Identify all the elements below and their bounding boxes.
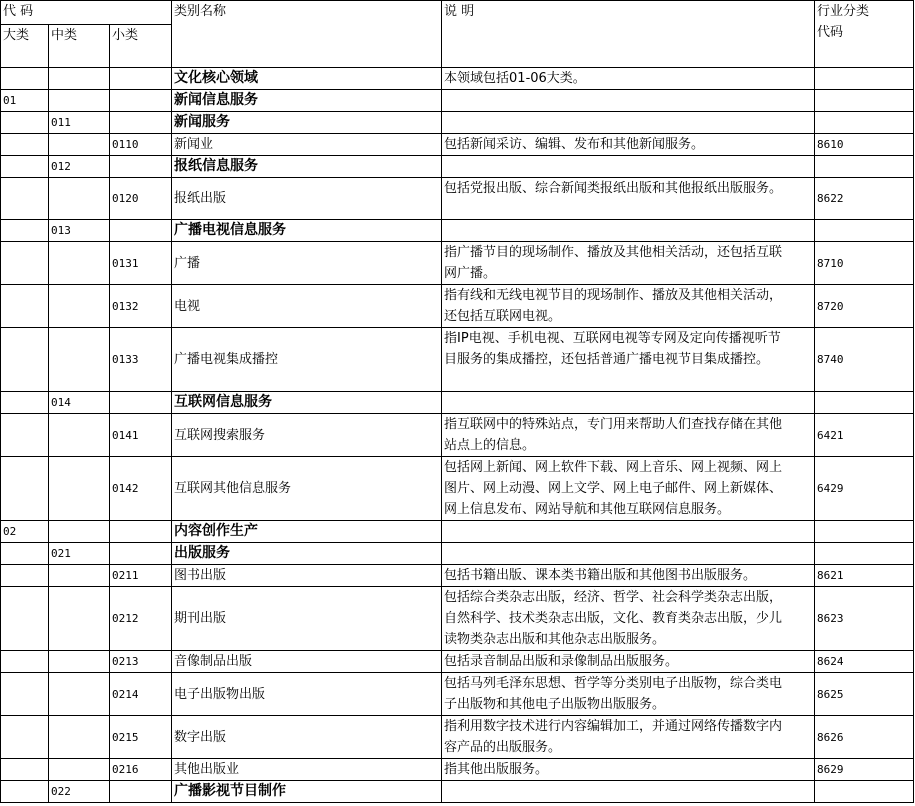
table-row [1, 543, 914, 565]
table-row [1, 673, 914, 716]
cell-industry-code: 8720 [815, 285, 914, 328]
table-row [1, 112, 914, 134]
cell-category-name: 内容创作生产 [172, 521, 442, 543]
description-line: 还包括互联网电视。 [444, 309, 562, 324]
cell-description [442, 521, 815, 543]
cell-industry-code [815, 156, 914, 178]
cell-major-code [1, 414, 49, 457]
description-line: 指IP电视、手机电视、互联网电视等专网及定向传播视听节 [444, 331, 781, 346]
cell-description [442, 90, 815, 112]
table-row [1, 134, 914, 156]
cell-major-code [1, 328, 49, 392]
cell-middle-code [49, 587, 110, 651]
description-line: 容产品的出版服务。 [444, 740, 562, 755]
cell-industry-code [815, 90, 914, 112]
cell-major-code [1, 220, 49, 242]
cell-industry-code: 8623 [815, 587, 914, 651]
description-line: 包括书籍出版、课本类书籍出版和其他图书出版服务。 [444, 568, 757, 583]
header-major: 大类 [1, 25, 49, 68]
table-row [1, 565, 914, 587]
cell-minor-code [110, 392, 172, 414]
cell-middle-code [49, 457, 110, 521]
cell-category-name: 电子出版物出版 [172, 673, 442, 716]
cell-industry-code: 8626 [815, 716, 914, 759]
cell-minor-code: 0213 [110, 651, 172, 673]
cell-middle-code: 014 [49, 392, 110, 414]
cell-description [442, 328, 815, 392]
cell-description [442, 285, 815, 328]
cell-industry-code [815, 521, 914, 543]
cell-minor-code [110, 543, 172, 565]
cell-industry-code: 8621 [815, 565, 914, 587]
cell-middle-code [49, 651, 110, 673]
cell-major-code: 02 [1, 521, 49, 543]
cell-description [442, 242, 815, 285]
cell-major-code [1, 673, 49, 716]
cell-description [442, 565, 815, 587]
cell-category-name: 互联网搜索服务 [172, 414, 442, 457]
cell-minor-code [110, 220, 172, 242]
cell-minor-code: 0120 [110, 178, 172, 220]
description-line: 包括网上新闻、网上软件下载、网上音乐、网上视频、网上 [444, 460, 783, 475]
description-line: 指利用数字技术进行内容编辑加工，并通过网络传播数字内 [444, 719, 783, 734]
cell-middle-code [49, 178, 110, 220]
cell-major-code [1, 651, 49, 673]
cell-minor-code: 0142 [110, 457, 172, 521]
cell-middle-code [49, 68, 110, 90]
cell-description [442, 759, 815, 781]
header-industry-code-line1: 行业分类 [817, 4, 870, 19]
description-line: 目服务的集成播控，还包括普通广播电视节目集成播控。 [444, 352, 770, 367]
cell-minor-code [110, 521, 172, 543]
cell-industry-code [815, 220, 914, 242]
cell-description [442, 781, 815, 803]
cell-category-name: 数字出版 [172, 716, 442, 759]
table-row [1, 328, 914, 392]
header-industry-code-line2: 代码 [817, 25, 844, 40]
description-line: 站点上的信息。 [444, 438, 536, 453]
cell-industry-code [815, 392, 914, 414]
cell-category-name: 报纸信息服务 [172, 156, 442, 178]
cell-description [442, 543, 815, 565]
description-line: 指有线和无线电视节目的现场制作、播放及其他相关活动， [444, 288, 783, 303]
cell-middle-code [49, 673, 110, 716]
table-row [1, 781, 914, 803]
cell-major-code [1, 112, 49, 134]
cell-minor-code: 0211 [110, 565, 172, 587]
cell-major-code [1, 178, 49, 220]
cell-minor-code [110, 156, 172, 178]
table-row [1, 68, 914, 90]
cell-category-name: 图书出版 [172, 565, 442, 587]
cell-minor-code [110, 90, 172, 112]
cell-middle-code: 013 [49, 220, 110, 242]
cell-industry-code [815, 781, 914, 803]
cell-minor-code: 0131 [110, 242, 172, 285]
description-line: 指互联网中的特殊站点，专门用来帮助人们查找存储在其他 [444, 417, 783, 432]
cell-description [442, 392, 815, 414]
cell-minor-code: 0133 [110, 328, 172, 392]
header-category-name: 类别名称 [172, 1, 442, 68]
cell-category-name: 报纸出版 [172, 178, 442, 220]
cell-major-code [1, 543, 49, 565]
cell-major-code [1, 134, 49, 156]
description-line: 网广播。 [444, 266, 497, 281]
cell-category-name: 电视 [172, 285, 442, 328]
cell-description [442, 178, 815, 220]
cell-minor-code: 0212 [110, 587, 172, 651]
cell-minor-code: 0110 [110, 134, 172, 156]
cell-industry-code: 6429 [815, 457, 914, 521]
cell-major-code [1, 587, 49, 651]
cell-major-code [1, 392, 49, 414]
cell-minor-code [110, 781, 172, 803]
cell-industry-code: 8622 [815, 178, 914, 220]
description-line: 子出版物和其他电子出版物出版服务。 [444, 697, 666, 712]
cell-description [442, 673, 815, 716]
cell-minor-code: 0216 [110, 759, 172, 781]
cell-major-code [1, 285, 49, 328]
description-line: 包括新闻采访、编辑、发布和其他新闻服务。 [444, 137, 705, 152]
cell-middle-code [49, 565, 110, 587]
table-row [1, 716, 914, 759]
cell-major-code [1, 68, 49, 90]
cell-category-name: 互联网其他信息服务 [172, 457, 442, 521]
cell-major-code [1, 156, 49, 178]
cell-middle-code: 011 [49, 112, 110, 134]
description-line: 网上信息发布、网站导航和其他互联网信息服务。 [444, 502, 731, 517]
cell-middle-code [49, 521, 110, 543]
description-line: 指广播节目的现场制作、播放及其他相关活动，还包括互联 [444, 245, 783, 260]
header-industry-code [815, 1, 914, 68]
cell-major-code [1, 781, 49, 803]
cell-description [442, 414, 815, 457]
header-description: 说 明 [442, 1, 815, 68]
cell-category-name: 音像制品出版 [172, 651, 442, 673]
cell-category-name: 出版服务 [172, 543, 442, 565]
cell-industry-code [815, 112, 914, 134]
cell-major-code [1, 242, 49, 285]
cell-middle-code [49, 328, 110, 392]
cell-industry-code: 8629 [815, 759, 914, 781]
cell-industry-code [815, 543, 914, 565]
table-row [1, 220, 914, 242]
cell-middle-code [49, 716, 110, 759]
cell-category-name: 新闻信息服务 [172, 90, 442, 112]
cell-category-name: 其他出版业 [172, 759, 442, 781]
cell-major-code [1, 759, 49, 781]
description-line: 图片、网上动漫、网上文学、网上电子邮件、网上新媒体、 [444, 481, 783, 496]
cell-category-name: 广播 [172, 242, 442, 285]
cell-description [442, 156, 815, 178]
cell-minor-code: 0214 [110, 673, 172, 716]
cell-industry-code [815, 68, 914, 90]
cell-major-code: 01 [1, 90, 49, 112]
cell-description [442, 587, 815, 651]
table-row [1, 90, 914, 112]
description-line: 本领域包括01-06大类。 [444, 71, 586, 86]
cell-category-name: 新闻服务 [172, 112, 442, 134]
cell-major-code [1, 565, 49, 587]
cell-minor-code: 0141 [110, 414, 172, 457]
table-row [1, 156, 914, 178]
cell-description [442, 68, 815, 90]
cell-description [442, 716, 815, 759]
table-row [1, 285, 914, 328]
cell-industry-code: 8740 [815, 328, 914, 392]
cell-description [442, 457, 815, 521]
cell-middle-code [49, 759, 110, 781]
table-row [1, 457, 914, 521]
cell-category-name: 新闻业 [172, 134, 442, 156]
cell-category-name: 期刊出版 [172, 587, 442, 651]
description-line: 包括党报出版、综合新闻类报纸出版和其他报纸出版服务。 [444, 181, 783, 196]
table-row [1, 587, 914, 651]
cell-description [442, 112, 815, 134]
cell-industry-code: 8710 [815, 242, 914, 285]
table-row [1, 178, 914, 220]
table-row [1, 392, 914, 414]
cell-category-name: 广播电视集成播控 [172, 328, 442, 392]
cell-description [442, 134, 815, 156]
cell-industry-code: 8625 [815, 673, 914, 716]
table-row [1, 651, 914, 673]
cell-category-name: 广播电视信息服务 [172, 220, 442, 242]
cell-middle-code [49, 134, 110, 156]
description-line: 包括录音制品出版和录像制品出版服务。 [444, 654, 679, 669]
cell-minor-code: 0215 [110, 716, 172, 759]
cell-major-code [1, 457, 49, 521]
cell-description [442, 220, 815, 242]
cell-major-code [1, 716, 49, 759]
description-line: 包括综合类杂志出版，经济、哲学、社会科学类杂志出版， [444, 590, 783, 605]
cell-minor-code [110, 112, 172, 134]
cell-middle-code: 022 [49, 781, 110, 803]
cell-category-name: 广播影视节目制作 [172, 781, 442, 803]
header-minor: 小类 [110, 25, 172, 68]
cell-middle-code [49, 285, 110, 328]
table-row [1, 759, 914, 781]
cell-category-name: 互联网信息服务 [172, 392, 442, 414]
header-code-group: 代 码 [1, 1, 172, 25]
cell-middle-code: 021 [49, 543, 110, 565]
cell-industry-code: 8624 [815, 651, 914, 673]
cell-minor-code: 0132 [110, 285, 172, 328]
cell-industry-code: 6421 [815, 414, 914, 457]
cell-minor-code [110, 68, 172, 90]
table-row [1, 521, 914, 543]
cell-middle-code [49, 414, 110, 457]
table-row [1, 242, 914, 285]
description-line: 指其他出版服务。 [444, 762, 549, 777]
description-line: 自然科学、技术类杂志出版，文化、教育类杂志出版，少儿 [444, 611, 783, 626]
table-body [1, 68, 914, 803]
table-row [1, 414, 914, 457]
cell-description [442, 651, 815, 673]
cell-category-name: 文化核心领域 [172, 68, 442, 90]
header-middle: 中类 [49, 25, 110, 68]
cell-industry-code: 8610 [815, 134, 914, 156]
cell-middle-code [49, 242, 110, 285]
cell-middle-code: 012 [49, 156, 110, 178]
cell-middle-code [49, 90, 110, 112]
description-line: 包括马列毛泽东思想、哲学等分类别电子出版物，综合类电 [444, 676, 783, 691]
description-line: 读物类杂志出版和其他杂志出版服务。 [444, 632, 666, 647]
